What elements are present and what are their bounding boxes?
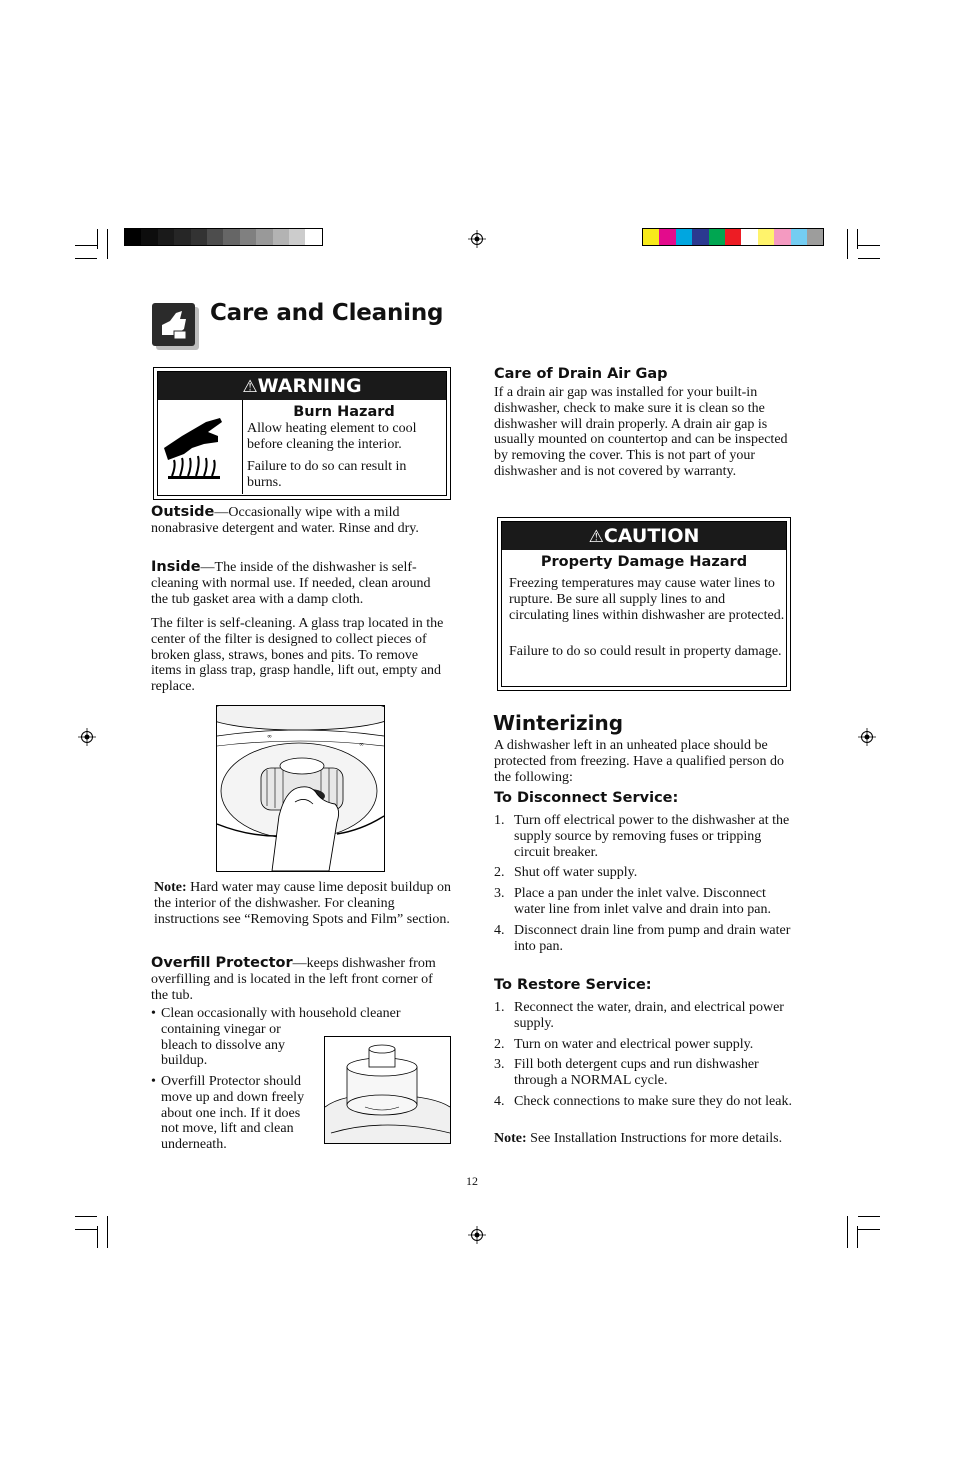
step-number: 1. <box>494 813 505 828</box>
winterizing-intro: A dishwasher left in an unheated place should be protected from freezing. Have a qualified person do the following: <box>494 738 784 785</box>
overfill-bullet-2: • Overfill Protector should move up and down freely about one inch. If it does not move, lift and clean underneath. <box>151 1074 305 1153</box>
drain-air-gap-paragraph: If a drain air gap was installed for your built-in dishwasher, check to make sure it is clean so the dishwasher will drain properly. A drain air gap is usually mounted on countertop and can be inspected by removing the cover. This is not part of your dishwasher and is not covered by warranty. <box>494 385 788 479</box>
registration-mark-icon <box>858 728 876 746</box>
restore-step <box>494 1000 794 1032</box>
outside-paragraph <box>151 505 447 537</box>
color-swatch <box>741 229 757 245</box>
color-swatch <box>692 229 708 245</box>
gray-swatch <box>174 229 190 245</box>
caution-consequence: Failure to do so could result in property damage. <box>509 644 782 659</box>
caution-text: Freezing temperatures may cause water lines to rupture. Be sure all supply lines to and circulating lines within dishwasher are protected. <box>509 576 785 623</box>
note-label: Note: <box>494 1131 527 1146</box>
gray-swatch <box>305 229 321 245</box>
disconnect-service-heading: To Disconnect Service: <box>494 790 679 806</box>
page-number: 12 <box>466 1174 478 1188</box>
care-cleaning-icon <box>152 303 200 351</box>
warning-text: Allow heating element to cool before cleaning the interior. <box>247 421 417 452</box>
bullet-icon: • <box>151 1006 156 1021</box>
color-swatch <box>758 229 774 245</box>
installation-note <box>494 1131 790 1147</box>
warning-consequence: Failure to do so can result in burns. <box>247 459 407 490</box>
registration-mark-icon <box>78 728 96 746</box>
color-swatch <box>643 229 659 245</box>
gray-swatch <box>125 229 141 245</box>
color-swatch <box>676 229 692 245</box>
overfill-bullet-1: • Clean occasionally with household cleaner containing vinegar or bleach to dissolve any buildup. <box>151 1006 401 1069</box>
gray-swatch <box>141 229 157 245</box>
caution-box <box>497 517 791 691</box>
disconnect-step <box>494 923 794 955</box>
warning-box <box>153 367 451 500</box>
overfill-paragraph <box>151 956 449 1003</box>
step-number: 3. <box>494 886 505 902</box>
overfill-text: —keeps dishwasher from overfilling and is located in the left front corner of the tub. <box>151 956 436 1003</box>
step-text: Check connections to make sure they do not leak. <box>514 1093 792 1109</box>
restore-step <box>494 1057 794 1089</box>
warning-header <box>158 372 446 400</box>
step-text: Place a pan under the inlet valve. Disconnect water line from inlet valve and drain into pan. <box>514 886 771 917</box>
gray-swatch <box>158 229 174 245</box>
disconnect-steps-list <box>494 813 794 959</box>
warning-triangle-icon: ⚠ <box>588 527 604 547</box>
warning-label: WARNING <box>257 375 362 397</box>
restore-step <box>494 1037 794 1053</box>
registration-mark-icon <box>468 1226 486 1244</box>
caution-label: CAUTION <box>603 525 700 547</box>
step-text: Turn off electrical power to the dishwasher at the supply source by removing fuses or tripping circuit breaker. <box>514 813 790 860</box>
gray-swatch <box>207 229 223 245</box>
restore-step <box>494 1094 794 1110</box>
hard-water-note <box>154 880 454 927</box>
disconnect-step <box>494 886 794 918</box>
restore-steps-list <box>494 1000 794 1115</box>
outside-text: —Occasionally wipe with a mild nonabrasive detergent and water. Rinse and dry. <box>151 505 419 536</box>
step-text: Turn on water and electrical power supply. <box>514 1036 754 1052</box>
color-swatch <box>725 229 741 245</box>
svg-text:∞: ∞ <box>267 733 272 740</box>
inside-text: —The inside of the dishwasher is self-cleaning with normal use. If needed, clean around the tub gasket area with a damp cloth. <box>151 560 431 607</box>
note-label: Note: <box>154 880 187 895</box>
disconnect-step <box>494 813 794 860</box>
svg-text:∞: ∞ <box>359 741 364 748</box>
overfill-heading: Overfill Protector <box>151 955 293 971</box>
step-text: Shut off water supply. <box>514 865 638 881</box>
restore-service-heading: To Restore Service: <box>494 977 652 993</box>
outside-heading: Outside <box>151 504 215 520</box>
filter-paragraph: The filter is self-cleaning. A glass trap located in the center of the filter is designed to collect pieces of broken glass, straws, bones and pits. To remove items in glass trap, grasp handle, lift out, empty and replace. <box>151 616 444 695</box>
step-text: Disconnect drain line from pump and drain water into pan. <box>514 922 791 954</box>
color-swatch <box>807 229 823 245</box>
burn-hazard-hand-icon <box>162 414 232 482</box>
step-number: 1. <box>494 1000 505 1015</box>
gray-swatch <box>191 229 207 245</box>
step-number: 3. <box>494 1057 505 1073</box>
color-swatch <box>659 229 675 245</box>
drain-air-gap-heading: Care of Drain Air Gap <box>494 366 668 382</box>
step-number: 2. <box>494 865 505 881</box>
step-text: Reconnect the water, drain, and electrical power supply. <box>514 1000 784 1031</box>
filter-glass-trap-illustration <box>216 705 385 872</box>
color-swatch <box>774 229 790 245</box>
page-title: Care and Cleaning <box>210 300 444 326</box>
registration-mark-icon <box>468 230 486 248</box>
warning-triangle-icon: ⚠ <box>242 377 258 397</box>
note-text: Hard water may cause lime deposit buildup on the interior of the dishwasher. For cleaning instructions see “Removing Spots and Film” section. <box>154 880 452 927</box>
step-number: 2. <box>494 1036 505 1052</box>
step-number: 4. <box>494 1093 505 1109</box>
gray-swatch <box>240 229 256 245</box>
step-number: 4. <box>494 922 505 938</box>
gray-swatch <box>223 229 239 245</box>
disconnect-step <box>494 865 794 881</box>
color-swatch <box>791 229 807 245</box>
gray-swatch <box>256 229 272 245</box>
step-text: Fill both detergent cups and run dishwasher through a NORMAL cycle. <box>514 1057 759 1089</box>
winterizing-title: Winterizing <box>493 711 624 735</box>
bullet-icon: • <box>151 1074 156 1089</box>
color-swatch <box>709 229 725 245</box>
inside-heading: Inside <box>151 559 201 575</box>
note-text: See Installation Instructions for more details. <box>526 1131 783 1146</box>
gray-swatch <box>273 229 289 245</box>
caution-hazard-title: Property Damage Hazard <box>540 554 748 570</box>
overfill-protector-illustration <box>324 1036 451 1144</box>
grayscale-color-bar <box>124 228 323 246</box>
process-color-bar <box>642 228 824 246</box>
inside-paragraph <box>151 560 447 607</box>
caution-header <box>502 522 786 550</box>
gray-swatch <box>289 229 305 245</box>
warning-hazard-title: Burn Hazard <box>293 404 395 420</box>
